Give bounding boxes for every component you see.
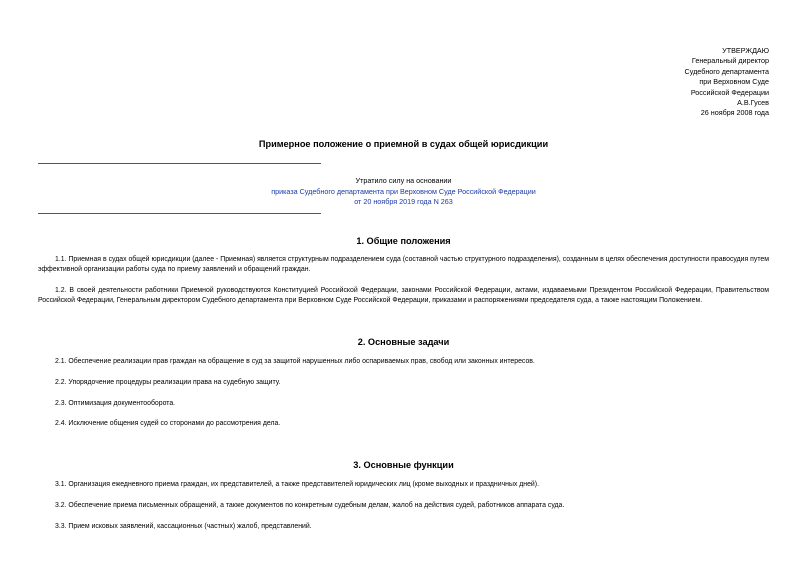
approval-position: Генеральный директор xyxy=(691,56,769,66)
paragraph-2-2: 2.2. Упорядочение процедуры реализации права на судебную защиту. xyxy=(55,379,281,386)
document-title: Примерное положение о приемной в судах общей юрисдикции xyxy=(258,139,549,149)
paragraph-1-1: 1.1. Приемная в судах общей юрисдикции (далее - Приемная) является структурным подразделением суда (составной частью структурного подразделения), созданным в целях обеспечения доступности правосудия путем эффективной организации работы суда по приему заявлений и обращений граждан. xyxy=(38,256,769,274)
approval-department: Судебного департамента xyxy=(684,66,769,76)
divider-bottom xyxy=(38,213,321,214)
paragraph-3-1: 3.1. Организация ежедневного приема граждан, их представителей, а также представителей юридических лиц (кроме выходных и праздничных дней). xyxy=(55,481,539,488)
section-heading-functions: 3. Основные функции xyxy=(353,460,454,470)
approval-date: 26 ноября 2008 года xyxy=(700,108,769,118)
status-line: Утратило силу на основании xyxy=(355,176,452,185)
paragraph-2-3: 2.3. Оптимизация документооборота. xyxy=(55,400,176,407)
paragraph-2-4: 2.4. Исключение общения судей со сторонами до рассмотрения дела. xyxy=(55,420,281,427)
repeal-order-date-link[interactable]: от 20 ноября 2019 года N 263 xyxy=(354,197,453,207)
approval-court: при Верховном Суде xyxy=(699,77,769,87)
status-note xyxy=(0,176,807,208)
paragraph-3-3: 3.3. Прием исковых заявлений, кассационных (частных) жалоб, представлений. xyxy=(55,523,312,530)
paragraph-2-1: 2.1. Обеспечение реализации прав граждан на обращение в суд за защитой нарушенных либо оспариваемых прав, свобод или законных интересов. xyxy=(55,358,535,365)
approval-approve-label: УТВЕРЖДАЮ xyxy=(722,46,769,55)
divider-top xyxy=(38,163,321,164)
repeal-order-link[interactable]: приказа Судебного департамента при Верховном Суде Российской Федерации xyxy=(271,186,536,196)
section-heading-general: 1. Общие положения xyxy=(356,236,451,246)
approval-block xyxy=(685,46,769,119)
approval-country: Российской Федерации xyxy=(690,87,769,97)
paragraph-1-2: 1.2. В своей деятельности работники Приемной руководствуются Конституцией Российской Федерации, законами Российской Федерации, актами, издаваемыми Президентом Российской Федерации, Правительством Российской Федерации, Генеральным директором Судебного департамента при Верховном Суде Российской Федерации, приказами и распоряжениями председателя суда, а также настоящим Положением. xyxy=(38,287,769,305)
section-heading-tasks: 2. Основные задачи xyxy=(357,337,450,347)
approval-signer: А.В.Гусев xyxy=(737,98,769,108)
paragraph-3-2: 3.2. Обеспечение приема письменных обращений, а также документов по конкретным судебным делам, жалоб на действия судей, работников аппарата суда. xyxy=(55,502,565,509)
